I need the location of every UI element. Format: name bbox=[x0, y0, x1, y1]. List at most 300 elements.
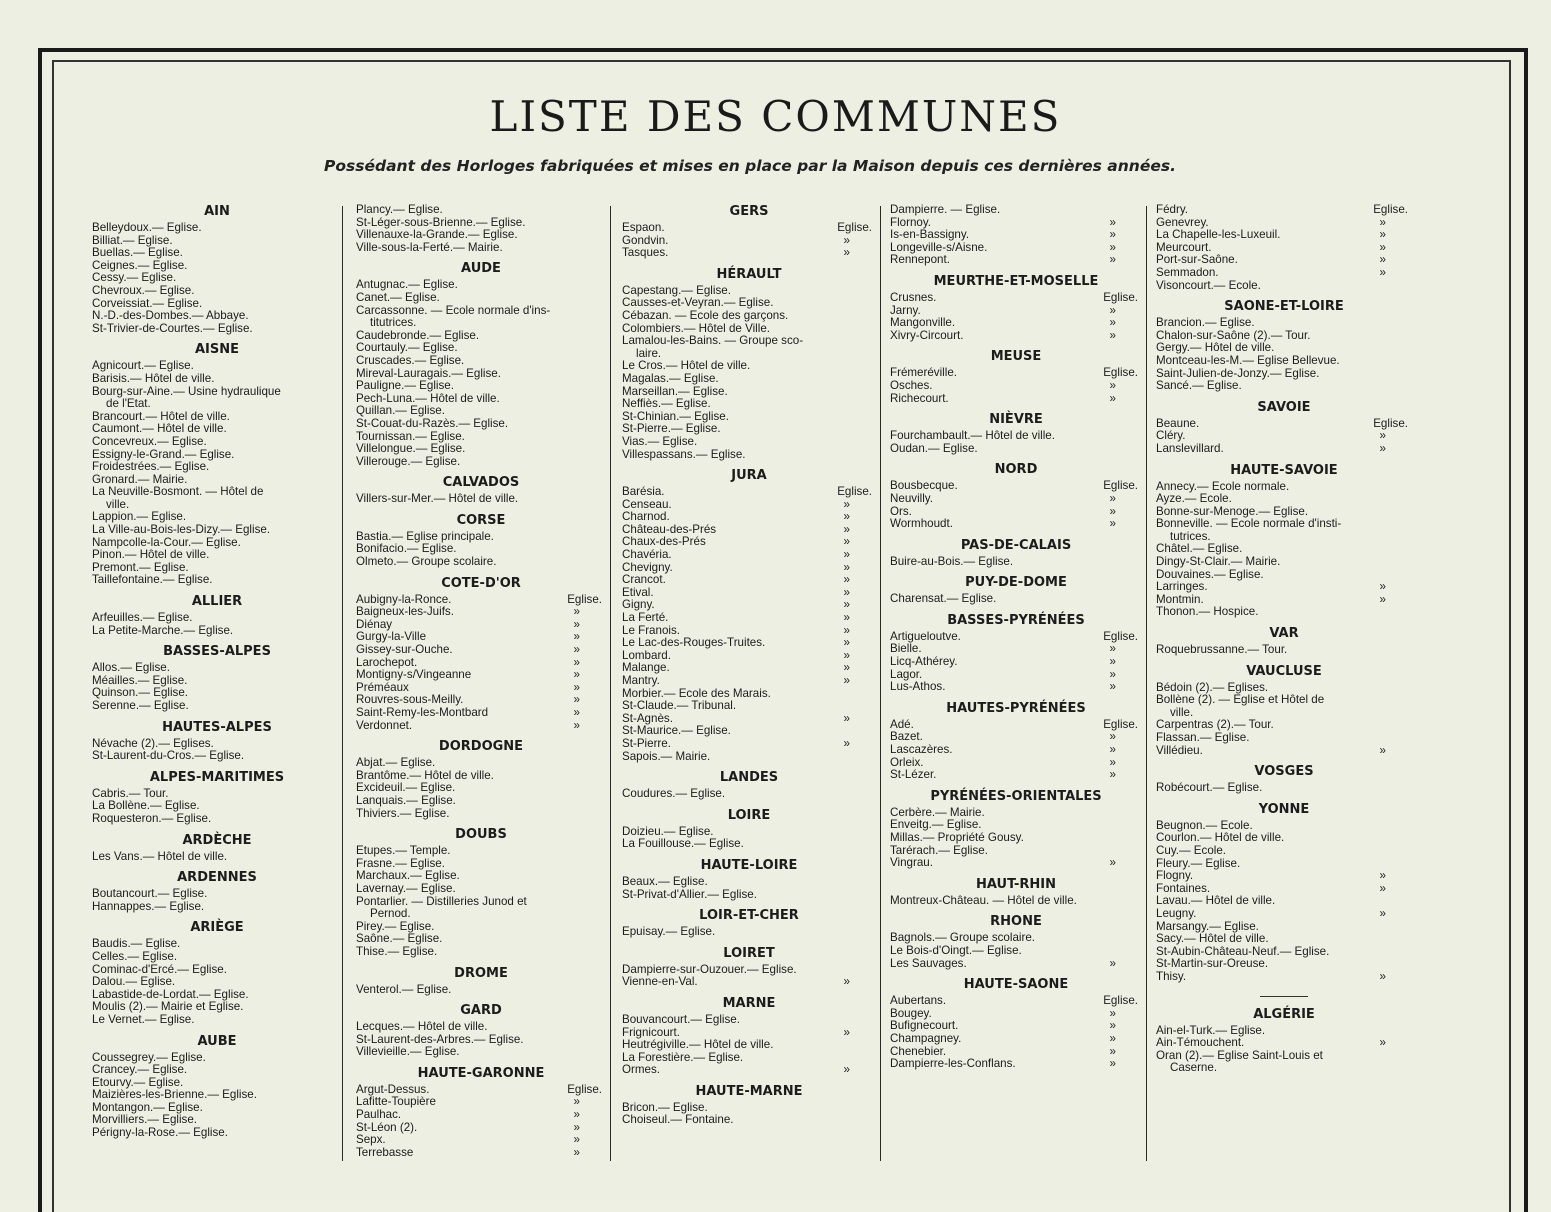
entry-text: Buellas.— Eglise. bbox=[92, 246, 183, 260]
facility-label: » bbox=[1379, 1036, 1386, 1050]
commune-entry bbox=[92, 813, 342, 826]
commune-name: Bougey. bbox=[890, 1006, 932, 1020]
entry-text: ville. bbox=[1170, 705, 1194, 719]
entry-text: Ain-el-Turk.— Eglise. bbox=[1156, 1023, 1266, 1037]
facility-label: » bbox=[843, 548, 850, 562]
commune-entry bbox=[622, 574, 876, 587]
entry-text: Charensat.— Eglise. bbox=[890, 592, 997, 606]
commune-name: Chenebier. bbox=[890, 1044, 947, 1058]
commune-entry bbox=[1156, 443, 1412, 456]
entry-text: Châtel.— Eglise. bbox=[1156, 542, 1243, 556]
commune-entry bbox=[92, 851, 342, 864]
commune-name: Etival. bbox=[622, 585, 654, 599]
commune-entry bbox=[622, 926, 876, 939]
entry-text: Millas.— Propriété Gousy. bbox=[890, 831, 1024, 844]
entry-text: Canet.— Eglise. bbox=[356, 290, 440, 304]
entry-text: Agnicourt.— Eglise. bbox=[92, 359, 194, 373]
facility-label: » bbox=[1109, 253, 1116, 267]
commune-entry bbox=[356, 1122, 606, 1135]
facility-label: » bbox=[843, 497, 850, 511]
department-heading: YONNE bbox=[1258, 801, 1310, 817]
entry-text: Morvilliers.— Eglise. bbox=[92, 1113, 198, 1127]
entry-text: Marseillan.— Eglise. bbox=[622, 384, 728, 398]
commune-entry bbox=[622, 1064, 876, 1077]
entry-text: Saône.— Eglise. bbox=[356, 932, 443, 946]
commune-name: Fontaines. bbox=[1156, 881, 1211, 895]
entry-text: Méailles.— Eglise. bbox=[92, 673, 188, 687]
commune-name: Artigueloutve. bbox=[890, 629, 961, 643]
entry-text: Bonneville. — Ecole normale d'insti- bbox=[1156, 517, 1342, 531]
commune-entry bbox=[1156, 958, 1412, 971]
entry-text: Névache (2).— Eglises. bbox=[92, 736, 214, 750]
entry-text: La Petite-Marche.— Eglise. bbox=[92, 623, 234, 637]
entry-text: Crancey.— Eglise. bbox=[92, 1063, 188, 1077]
commune-entry bbox=[890, 556, 1142, 569]
commune-name: St-Lézer. bbox=[890, 768, 937, 782]
column-divider bbox=[610, 206, 611, 1161]
commune-name: St-Léon (2). bbox=[356, 1120, 418, 1134]
facility-label: Eglise. bbox=[1103, 366, 1138, 380]
facility-label: » bbox=[573, 1095, 580, 1109]
department-heading: AUDE bbox=[461, 261, 501, 277]
commune-name: Rennepont. bbox=[890, 253, 950, 267]
entry-text: Magalas.— Eglise. bbox=[622, 371, 719, 385]
entry-text: de l'Etat. bbox=[106, 397, 151, 411]
entry-text: Etupes.— Temple. bbox=[356, 844, 451, 858]
commune-name: Saint-Remy-les-Montbard bbox=[356, 706, 489, 719]
entry-text: Olmeto.— Groupe scolaire. bbox=[356, 555, 497, 569]
facility-label: » bbox=[843, 573, 850, 587]
entry-text: Pontarlier. — Distilleries Junod et bbox=[356, 894, 527, 908]
facility-label: » bbox=[1109, 755, 1116, 769]
facility-label: » bbox=[573, 680, 580, 694]
entry-text: Caumont.— Hôtel de ville. bbox=[92, 422, 227, 436]
commune-entry bbox=[356, 1046, 606, 1059]
entry-text: St-Trivier-de-Courtes.— Eglise. bbox=[92, 321, 253, 335]
commune-entry bbox=[890, 895, 1142, 908]
list-column-2 bbox=[356, 204, 606, 1164]
commune-name: Montigny-s/Vingeanne bbox=[356, 668, 472, 682]
commune-name: Champagney. bbox=[890, 1031, 962, 1045]
facility-label: » bbox=[1109, 228, 1116, 242]
commune-entry bbox=[1156, 606, 1412, 619]
facility-label: » bbox=[1109, 1044, 1116, 1058]
entry-text: Pinon.— Hôtel de ville. bbox=[92, 548, 210, 562]
commune-entry bbox=[1156, 971, 1412, 984]
entry-text: Nampcolle-la-Cour.— Eglise. bbox=[92, 535, 241, 549]
entry-text: Lappion.— Eglise. bbox=[92, 510, 187, 524]
commune-name: Lagor. bbox=[890, 667, 923, 681]
commune-name: Is-en-Bassigny. bbox=[890, 228, 970, 242]
commune-entry bbox=[1156, 418, 1412, 431]
commune-entry bbox=[622, 247, 876, 260]
commune-entry bbox=[1156, 694, 1412, 707]
commune-entry bbox=[356, 808, 606, 821]
entry-text: Abjat.— Eglise. bbox=[356, 756, 436, 770]
entry-text: Caserne. bbox=[1170, 1061, 1218, 1075]
department-heading: HAUTE-GARONNE bbox=[417, 1065, 545, 1081]
facility-label: » bbox=[573, 1133, 580, 1147]
entry-text: Le Vernet.— Eglise. bbox=[92, 1012, 195, 1026]
page-title: LISTE DES COMMUNES bbox=[489, 92, 1062, 141]
commune-entry bbox=[92, 700, 342, 713]
facility-label: » bbox=[1379, 881, 1386, 895]
department-heading: HAUTES-PYRÉNÉES bbox=[946, 700, 1086, 716]
facility-label: » bbox=[1109, 1019, 1116, 1033]
facility-label: » bbox=[843, 636, 850, 650]
commune-entry bbox=[92, 486, 342, 499]
column-divider bbox=[880, 206, 881, 1161]
facility-label: » bbox=[573, 718, 580, 732]
commune-entry bbox=[622, 662, 876, 675]
commune-name: Licq-Athérey. bbox=[890, 655, 958, 669]
entry-text: Bourg-sur-Aine.— Usine hydraulique bbox=[92, 384, 281, 398]
commune-entry bbox=[356, 242, 606, 255]
commune-name: Leugny. bbox=[1156, 906, 1197, 920]
entry-text: Le Cros.— Hôtel de ville. bbox=[622, 359, 751, 373]
facility-label: Eglise. bbox=[1103, 629, 1138, 643]
department-heading: RHONE bbox=[990, 914, 1042, 930]
entry-text: Villerouge.— Eglise. bbox=[356, 454, 461, 468]
facility-label: » bbox=[573, 668, 580, 682]
entry-text: Brancion.— Eglise. bbox=[1156, 316, 1255, 330]
commune-name: Adé. bbox=[890, 717, 914, 731]
entry-text: Allos.— Eglise. bbox=[92, 661, 170, 675]
commune-name: Gigny. bbox=[622, 598, 655, 612]
entry-text: Corveissiat.— Eglise. bbox=[92, 296, 203, 310]
entry-text: Frasne.— Eglise. bbox=[356, 856, 445, 870]
entry-text: Sacy.— Hôtel de ville. bbox=[1156, 932, 1269, 946]
facility-label: » bbox=[573, 706, 580, 719]
facility-label: Eglise. bbox=[567, 592, 602, 606]
entry-text: Villespassans.— Eglise. bbox=[622, 447, 746, 461]
commune-name: Crusnes. bbox=[890, 290, 937, 304]
facility-label: » bbox=[1109, 856, 1116, 870]
commune-name: Gurgy-la-Ville bbox=[356, 630, 427, 644]
facility-label: » bbox=[1379, 592, 1386, 606]
facility-label: » bbox=[573, 630, 580, 644]
facility-label: » bbox=[843, 648, 850, 662]
commune-name: Les Sauvages. bbox=[890, 956, 967, 970]
facility-label: » bbox=[573, 617, 580, 631]
entry-text: Courlon.— Hôtel de ville. bbox=[1156, 831, 1285, 845]
entry-text: Lavau.— Hôtel de ville. bbox=[1156, 894, 1276, 908]
entry-text: Serenne.— Eglise. bbox=[92, 699, 189, 712]
commune-entry bbox=[622, 449, 876, 462]
entry-text: Cessy.— Eglise. bbox=[92, 271, 177, 285]
facility-label: Eglise. bbox=[837, 485, 872, 499]
commune-name: Vienne-en-Val. bbox=[622, 975, 698, 989]
column-divider bbox=[342, 206, 343, 1161]
entry-text: Enveitg.— Eglise. bbox=[890, 818, 982, 832]
commune-entry bbox=[890, 744, 1142, 757]
facility-label: » bbox=[1109, 491, 1116, 505]
list-column-1 bbox=[92, 204, 342, 1164]
entry-text: Heutrégiville.— Hôtel de ville. bbox=[622, 1038, 774, 1052]
facility-label: » bbox=[1109, 517, 1116, 531]
facility-label: » bbox=[843, 598, 850, 612]
commune-name: Verdonnet. bbox=[356, 718, 413, 732]
entry-text: Thise.— Eglise. bbox=[356, 944, 438, 958]
column-divider bbox=[1146, 206, 1147, 1161]
entry-text: Venterol.— Eglise. bbox=[356, 982, 452, 996]
facility-label: » bbox=[1109, 956, 1116, 970]
entry-text: tutrices. bbox=[1170, 529, 1211, 543]
commune-name: Terrebasse bbox=[356, 1145, 414, 1159]
commune-name: Frignicourt. bbox=[622, 1025, 680, 1039]
entry-text: St-Claude.— Tribunal. bbox=[622, 699, 737, 713]
facility-label: » bbox=[843, 510, 850, 524]
commune-entry bbox=[1156, 644, 1412, 657]
entry-text: Cruscades.— Eglise. bbox=[356, 353, 465, 367]
department-heading: VOSGES bbox=[1254, 764, 1314, 780]
commune-entry bbox=[622, 788, 876, 801]
commune-name: Gissey-sur-Ouche. bbox=[356, 643, 453, 657]
facility-label: » bbox=[843, 1025, 850, 1039]
facility-label: » bbox=[573, 1145, 580, 1159]
entry-text: Belleydoux.— Eglise. bbox=[92, 221, 202, 234]
facility-label: » bbox=[573, 655, 580, 669]
entry-text: Coudures.— Eglise. bbox=[622, 787, 726, 801]
entry-text: Sancé.— Eglise. bbox=[1156, 379, 1242, 393]
entry-text: Pirey.— Eglise. bbox=[356, 919, 435, 933]
commune-name: Ormes. bbox=[622, 1063, 661, 1077]
commune-name: Bazet. bbox=[890, 730, 923, 744]
entry-text: St-Laurent-des-Arbres.— Eglise. bbox=[356, 1032, 524, 1046]
commune-name: Larringes. bbox=[1156, 580, 1208, 594]
facility-label: » bbox=[1109, 667, 1116, 681]
facility-label: » bbox=[1109, 504, 1116, 518]
commune-entry bbox=[1156, 380, 1412, 393]
department-heading: COTE-D'OR bbox=[441, 575, 521, 591]
commune-name: Le Franois. bbox=[622, 623, 680, 637]
commune-name: Espaon. bbox=[622, 221, 665, 234]
commune-name: Larochepot. bbox=[356, 655, 418, 669]
facility-label: » bbox=[1109, 743, 1116, 757]
department-heading: LOIR-ET-CHER bbox=[699, 908, 799, 924]
entry-text: Labastide-de-Lordat.— Eglise. bbox=[92, 987, 249, 1001]
department-heading: SAONE-ET-LOIRE bbox=[1224, 299, 1344, 315]
facility-label: » bbox=[1109, 215, 1116, 229]
commune-name: Genevrey. bbox=[1156, 215, 1209, 229]
entry-text: ville. bbox=[106, 497, 130, 511]
entry-text: Mireval-Lauragais.— Eglise. bbox=[356, 366, 501, 380]
department-heading: HAUTES-ALPES bbox=[162, 719, 272, 735]
commune-name: Aubigny-la-Ronce. bbox=[356, 592, 452, 606]
facility-label: » bbox=[573, 693, 580, 707]
entry-text: Vias.— Eglise. bbox=[622, 434, 698, 448]
entry-text: St-Pierre.— Eglise. bbox=[622, 422, 721, 436]
department-heading: LOIRET bbox=[723, 945, 775, 961]
entry-text: Roquesteron.— Eglise. bbox=[92, 811, 212, 825]
commune-name: Lus-Athos. bbox=[890, 680, 946, 694]
entry-text: Carcassonne. — Ecole normale d'ins- bbox=[356, 303, 551, 317]
facility-label: » bbox=[1379, 441, 1386, 455]
entry-text: Tarérach.— Eglise. bbox=[890, 843, 988, 857]
department-heading: HAUTE-MARNE bbox=[695, 1083, 803, 1099]
entry-text: Choiseul.— Fontaine. bbox=[622, 1113, 734, 1127]
commune-name: Longeville-s/Aisne. bbox=[890, 240, 988, 254]
facility-label: » bbox=[843, 674, 850, 687]
list-column-5 bbox=[1156, 204, 1412, 1164]
facility-label: » bbox=[843, 1063, 850, 1077]
department-heading: LANDES bbox=[719, 770, 779, 786]
entry-text: Douvaines.— Eglise. bbox=[1156, 567, 1264, 581]
commune-entry bbox=[1156, 518, 1412, 531]
commune-name: Bufignecourt. bbox=[890, 1019, 959, 1033]
facility-label: » bbox=[843, 535, 850, 549]
commune-entry bbox=[890, 719, 1142, 732]
department-heading: NORD bbox=[994, 462, 1038, 478]
commune-entry bbox=[356, 456, 606, 469]
entry-text: Oudan.— Eglise. bbox=[890, 441, 978, 455]
commune-name: Meurcourt. bbox=[1156, 240, 1212, 254]
commune-name: Lombard. bbox=[622, 648, 671, 662]
entry-text: Beugnon.— Ecole. bbox=[1156, 818, 1253, 832]
entry-text: Tournissan.— Eglise. bbox=[356, 429, 465, 443]
commune-name: Censeau. bbox=[622, 497, 672, 511]
entry-text: Excideuil.— Eglise. bbox=[356, 781, 456, 795]
entry-text: Montceau-les-M.— Eglise Bellevue. bbox=[1156, 353, 1340, 367]
entry-text: Marchaux.— Eglise. bbox=[356, 869, 460, 883]
commune-name: Osches. bbox=[890, 378, 933, 392]
commune-name: Chevigny. bbox=[622, 560, 673, 574]
commune-entry bbox=[622, 976, 876, 989]
entry-text: Baudis.— Eglise. bbox=[92, 937, 181, 951]
entry-text: Epuisay.— Eglise. bbox=[622, 925, 716, 939]
commune-entry bbox=[356, 556, 606, 569]
facility-label: » bbox=[1379, 869, 1386, 883]
entry-text: Cuy.— Ecole. bbox=[1156, 843, 1227, 857]
department-heading: ALGÉRIE bbox=[1253, 1006, 1315, 1022]
facility-label: » bbox=[843, 246, 850, 260]
entry-text: Bastia.— Eglise principale. bbox=[356, 529, 494, 543]
entry-text: Périgny-la-Rose.— Eglise. bbox=[92, 1126, 228, 1140]
commune-name: Sepx. bbox=[356, 1133, 386, 1147]
commune-entry bbox=[622, 1052, 876, 1065]
commune-entry bbox=[890, 1058, 1142, 1071]
entry-text: Pauligne.— Eglise. bbox=[356, 379, 454, 393]
list-column-3 bbox=[622, 204, 876, 1164]
department-heading: NIÈVRE bbox=[989, 412, 1043, 428]
commune-name: Château-des-Prés bbox=[622, 522, 717, 536]
commune-entry bbox=[356, 1147, 606, 1160]
entry-text: Gergy.— Hôtel de ville. bbox=[1156, 341, 1275, 355]
commune-name: Port-sur-Saône. bbox=[1156, 253, 1238, 267]
entry-text: Ville-sous-la-Ferté.— Mairie. bbox=[356, 240, 503, 254]
commune-name: St-Agnès. bbox=[622, 711, 673, 725]
entry-text: Lecques.— Hôtel de ville. bbox=[356, 1020, 488, 1034]
facility-label: » bbox=[843, 736, 850, 750]
entry-text: Montreux-Château. — Hôtel de ville. bbox=[890, 893, 1077, 907]
commune-name: Cléry. bbox=[1156, 429, 1186, 443]
department-heading: HAUTE-LOIRE bbox=[700, 857, 798, 873]
entry-text: Pech-Luna.— Hôtel de ville. bbox=[356, 391, 500, 405]
facility-label: » bbox=[1109, 680, 1116, 694]
facility-label: Eglise. bbox=[1103, 994, 1138, 1008]
department-heading: PAS-DE-CALAIS bbox=[960, 537, 1072, 553]
entry-text: Coussegrey.— Eglise. bbox=[92, 1050, 206, 1064]
department-heading: MARNE bbox=[722, 995, 776, 1011]
commune-entry bbox=[92, 625, 342, 638]
entry-text: Premont.— Eglise. bbox=[92, 560, 189, 574]
department-heading: MEURTHE-ET-MOSELLE bbox=[933, 273, 1099, 289]
commune-entry bbox=[1156, 745, 1412, 758]
commune-name: Fédry. bbox=[1156, 204, 1188, 216]
entry-text: N.-D.-des-Dombes.— Abbaye. bbox=[92, 309, 249, 323]
commune-name: Montmin. bbox=[1156, 592, 1204, 606]
entry-text: Etourvy.— Eglise. bbox=[92, 1075, 184, 1089]
entry-text: St-Chinian.— Eglise. bbox=[622, 409, 729, 423]
entry-text: Courtauly.— Eglise. bbox=[356, 341, 458, 355]
facility-label: » bbox=[1109, 328, 1116, 342]
facility-label: Eglise. bbox=[567, 1082, 602, 1096]
commune-entry bbox=[622, 1114, 876, 1127]
entry-text: titutrices. bbox=[370, 316, 417, 330]
facility-label: » bbox=[1109, 1031, 1116, 1045]
entry-text: Buire-au-Bois.— Eglise. bbox=[890, 554, 1014, 568]
commune-name: St-Pierre. bbox=[622, 736, 671, 750]
facility-label: » bbox=[843, 661, 850, 675]
commune-entry bbox=[1156, 1062, 1412, 1075]
commune-entry bbox=[356, 946, 606, 959]
department-heading: BASSES-PYRÉNÉES bbox=[947, 612, 1085, 628]
facility-label: » bbox=[1109, 642, 1116, 656]
facility-label: » bbox=[843, 611, 850, 625]
facility-label: » bbox=[1379, 906, 1386, 920]
entry-text: Chalon-sur-Saône (2).— Tour. bbox=[1156, 328, 1311, 342]
entry-text: Marsangy.— Eglise. bbox=[1156, 919, 1259, 933]
facility-label: Eglise. bbox=[1103, 717, 1138, 731]
facility-label: » bbox=[1379, 228, 1386, 242]
entry-text: Gronard.— Mairie. bbox=[92, 472, 188, 486]
commune-entry bbox=[890, 292, 1142, 305]
entry-text: St-Privat-d'Allier.— Eglise. bbox=[622, 887, 757, 901]
commune-name: Ors. bbox=[890, 504, 912, 518]
commune-name: Paulhac. bbox=[356, 1108, 402, 1122]
commune-name: Lascazères. bbox=[890, 743, 953, 757]
facility-label: » bbox=[1109, 1006, 1116, 1020]
department-heading: HAUTE-SAONE bbox=[963, 977, 1069, 993]
entry-text: Froidestrées.— Eglise. bbox=[92, 460, 210, 474]
entry-text: Caudebronde.— Eglise. bbox=[356, 328, 480, 342]
entry-text: Fleury.— Eglise. bbox=[1156, 856, 1241, 870]
commune-name: La Ferté. bbox=[622, 611, 669, 625]
entry-text: La Forestière.— Eglise. bbox=[622, 1050, 744, 1064]
entry-text: Annecy.— Ecole normale. bbox=[1156, 479, 1290, 493]
commune-entry bbox=[1156, 782, 1412, 795]
department-heading: MEUSE bbox=[990, 349, 1042, 365]
facility-label: » bbox=[1379, 240, 1386, 254]
entry-text: Ayze.— Ecole. bbox=[1156, 492, 1232, 506]
entry-text: Cabris.— Tour. bbox=[92, 786, 169, 800]
commune-entry bbox=[890, 593, 1142, 606]
entry-text: Le Bois-d'Oingt.— Eglise. bbox=[890, 943, 1022, 957]
department-heading: LOIRE bbox=[727, 807, 771, 823]
facility-label: » bbox=[1379, 215, 1386, 229]
facility-label: » bbox=[843, 623, 850, 637]
entry-text: Chevroux.— Eglise. bbox=[92, 283, 195, 297]
commune-name: Jarny. bbox=[890, 303, 921, 317]
commune-name: Aubertans. bbox=[890, 994, 947, 1008]
entry-text: Villers-sur-Mer.— Hôtel de ville. bbox=[356, 492, 519, 506]
entry-text: Brantôme.— Hôtel de ville. bbox=[356, 768, 494, 782]
commune-entry bbox=[890, 681, 1142, 694]
department-heading: PUY-DE-DOME bbox=[965, 575, 1067, 591]
entry-text: Beaux.— Eglise. bbox=[622, 874, 708, 888]
commune-entry bbox=[890, 857, 1142, 870]
entry-text: Villenauxe-la-Grande.— Eglise. bbox=[356, 228, 518, 242]
